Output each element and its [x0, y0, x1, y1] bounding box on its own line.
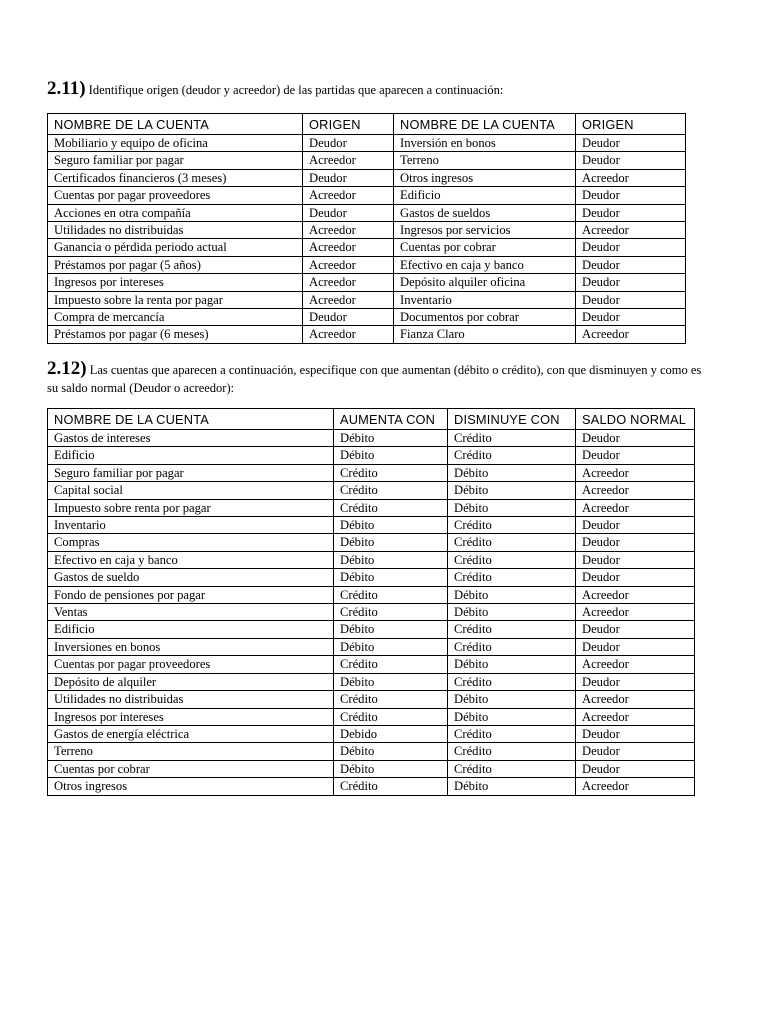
- table-cell: Compra de mercancía: [48, 309, 303, 326]
- table-cell: Acreedor: [576, 482, 695, 499]
- table-cell: Crédito: [334, 604, 448, 621]
- table-cell: Cuentas por cobrar: [48, 760, 334, 777]
- section-instruction: Identifique origen (deudor y acreedor) de las partidas que aparecen a continuación:: [88, 83, 504, 97]
- table-row: [48, 256, 686, 273]
- header-account-name: NOMBRE DE LA CUENTA: [48, 114, 303, 135]
- table-cell: Edificio: [394, 187, 576, 204]
- table-cell: Débito: [334, 673, 448, 690]
- table-cell: Débito: [448, 499, 576, 516]
- table-cell: Deudor: [576, 152, 686, 169]
- table-cell: Ingresos por servicios: [394, 222, 576, 239]
- table-cell: Débito: [448, 708, 576, 725]
- table-cell: Deudor: [576, 135, 686, 152]
- header-origin: ORIGEN: [576, 114, 686, 135]
- table-cell: Préstamos por pagar (6 meses): [48, 326, 303, 343]
- table-cell: Crédito: [448, 621, 576, 638]
- table-cell: Acreedor: [576, 708, 695, 725]
- table-cell: Acreedor: [576, 656, 695, 673]
- table-row: [48, 135, 686, 152]
- table-cell: Deudor: [576, 291, 686, 308]
- table-row: [48, 551, 695, 568]
- table-row: [48, 447, 695, 464]
- table-cell: Fianza Claro: [394, 326, 576, 343]
- table-cell: Deudor: [303, 169, 394, 186]
- table-row: [48, 743, 695, 760]
- header-increases-with: AUMENTA CON: [334, 409, 448, 430]
- table-cell: Crédito: [448, 551, 576, 568]
- table-cell: Débito: [448, 656, 576, 673]
- table-cell: Inventario: [48, 517, 334, 534]
- table-cell: Edificio: [48, 621, 334, 638]
- table-cell: Crédito: [448, 534, 576, 551]
- table-cell: Acreedor: [303, 152, 394, 169]
- table-cell: Débito: [334, 621, 448, 638]
- table-cell: Crédito: [448, 673, 576, 690]
- table-cell: Ganancia o pérdida periodo actual: [48, 239, 303, 256]
- table-cell: Deudor: [576, 447, 695, 464]
- table-cell: Deudor: [576, 760, 695, 777]
- table-cell: Inventario: [394, 291, 576, 308]
- table-row: [48, 239, 686, 256]
- header-account-name: NOMBRE DE LA CUENTA: [48, 409, 334, 430]
- table-row: [48, 430, 695, 447]
- table-cell: Crédito: [448, 760, 576, 777]
- table-cell: Débito: [448, 604, 576, 621]
- table-cell: Crédito: [334, 464, 448, 481]
- table-cell: Impuesto sobre renta por pagar: [48, 499, 334, 516]
- section-instruction: Las cuentas que aparecen a continuación, especifique con que aumentan (débito o crédito), con que disminuyen y como es su saldo normal (Deudor o acreedor):: [47, 363, 702, 395]
- table-cell: Acreedor: [576, 778, 695, 795]
- table-cell: Crédito: [334, 482, 448, 499]
- table-cell: Acreedor: [303, 256, 394, 273]
- table-cell: Crédito: [334, 499, 448, 516]
- table-row: [48, 274, 686, 291]
- table-row: [48, 169, 686, 186]
- table-row: [48, 778, 695, 795]
- table-row: [48, 638, 695, 655]
- table-cell: Débito: [448, 464, 576, 481]
- table-cell: Acreedor: [576, 326, 686, 343]
- table-cell: Deudor: [576, 743, 695, 760]
- section-2-12-heading: [47, 360, 715, 397]
- header-decreases-with: DISMINUYE CON: [448, 409, 576, 430]
- table-cell: Cuentas por pagar proveedores: [48, 187, 303, 204]
- table-cell: Gastos de sueldos: [394, 204, 576, 221]
- table-cell: Gastos de intereses: [48, 430, 334, 447]
- table-row: [48, 569, 695, 586]
- table-cell: Crédito: [334, 708, 448, 725]
- table-cell: Débito: [334, 569, 448, 586]
- table-cell: Crédito: [448, 743, 576, 760]
- table-row: [48, 673, 695, 690]
- section-2-11-heading: [47, 80, 715, 99]
- table-row: [48, 204, 686, 221]
- table-cell: Acreedor: [576, 222, 686, 239]
- table-cell: Fondo de pensiones por pagar: [48, 586, 334, 603]
- table-cell: Capital social: [48, 482, 334, 499]
- table-cell: Depósito alquiler oficina: [394, 274, 576, 291]
- table-row: [48, 326, 686, 343]
- table-cell: Utilidades no distribuidas: [48, 222, 303, 239]
- table-cell: Depósito de alquiler: [48, 673, 334, 690]
- table-cell: Débito: [334, 517, 448, 534]
- balance-table-body: [48, 430, 695, 796]
- table-cell: Edificio: [48, 447, 334, 464]
- table-cell: Crédito: [448, 447, 576, 464]
- table-row: [48, 187, 686, 204]
- table-cell: Mobiliario y equipo de oficina: [48, 135, 303, 152]
- table-cell: Crédito: [448, 569, 576, 586]
- table-cell: Crédito: [448, 430, 576, 447]
- table-cell: Débito: [448, 691, 576, 708]
- table-cell: Débito: [448, 778, 576, 795]
- header-origin: ORIGEN: [303, 114, 394, 135]
- table-cell: Acreedor: [303, 187, 394, 204]
- table-cell: Deudor: [576, 517, 695, 534]
- table-cell: Gastos de energía eléctrica: [48, 725, 334, 742]
- table-cell: Deudor: [576, 551, 695, 568]
- table-cell: Efectivo en caja y banco: [394, 256, 576, 273]
- table-cell: Débito: [334, 760, 448, 777]
- table-cell: Crédito: [448, 725, 576, 742]
- table-cell: Crédito: [334, 656, 448, 673]
- table-cell: Deudor: [576, 256, 686, 273]
- table-cell: Deudor: [303, 309, 394, 326]
- table-cell: Gastos de sueldo: [48, 569, 334, 586]
- section-number: 2.12): [47, 358, 87, 379]
- table-cell: Ingresos por intereses: [48, 274, 303, 291]
- table-cell: Acreedor: [303, 326, 394, 343]
- table-cell: Compras: [48, 534, 334, 551]
- table-row: [48, 517, 695, 534]
- table-row: [48, 708, 695, 725]
- table-row: [48, 309, 686, 326]
- table-row: [48, 534, 695, 551]
- table-cell: Acreedor: [303, 239, 394, 256]
- table-cell: Débito: [334, 430, 448, 447]
- table-cell: Deudor: [576, 621, 695, 638]
- table-cell: Crédito: [334, 586, 448, 603]
- table-row: [48, 691, 695, 708]
- table-header-row: [48, 114, 686, 135]
- table-cell: Seguro familiar por pagar: [48, 464, 334, 481]
- table-cell: Débito: [448, 586, 576, 603]
- table-cell: Crédito: [334, 778, 448, 795]
- table-cell: Débito: [334, 638, 448, 655]
- table-cell: Crédito: [448, 517, 576, 534]
- table-cell: Acciones en otra compañía: [48, 204, 303, 221]
- table-row: [48, 656, 695, 673]
- header-normal-balance: SALDO NORMAL: [576, 409, 695, 430]
- table-cell: Deudor: [576, 187, 686, 204]
- table-cell: Débito: [448, 482, 576, 499]
- table-cell: Acreedor: [576, 604, 695, 621]
- table-cell: Certificados financieros (3 meses): [48, 169, 303, 186]
- table-cell: Seguro familiar por pagar: [48, 152, 303, 169]
- table-cell: Cuentas por cobrar: [394, 239, 576, 256]
- table-cell: Acreedor: [303, 222, 394, 239]
- table-row: [48, 586, 695, 603]
- table-row: [48, 499, 695, 516]
- table-cell: Terreno: [394, 152, 576, 169]
- table-cell: Otros ingresos: [394, 169, 576, 186]
- table-cell: Crédito: [448, 638, 576, 655]
- section-number: 2.11): [47, 78, 86, 99]
- table-cell: Efectivo en caja y banco: [48, 551, 334, 568]
- table-cell: Deudor: [303, 135, 394, 152]
- table-cell: Deudor: [576, 673, 695, 690]
- table-cell: Deudor: [576, 239, 686, 256]
- origin-table: [47, 113, 686, 344]
- table-row: [48, 725, 695, 742]
- table-cell: Inversión en bonos: [394, 135, 576, 152]
- table-cell: Deudor: [576, 569, 695, 586]
- table-row: [48, 760, 695, 777]
- table-row: [48, 152, 686, 169]
- table-cell: Acreedor: [303, 274, 394, 291]
- table-cell: Deudor: [576, 430, 695, 447]
- table-cell: Debido: [334, 725, 448, 742]
- table-cell: Débito: [334, 743, 448, 760]
- table-cell: Cuentas por pagar proveedores: [48, 656, 334, 673]
- table-row: [48, 464, 695, 481]
- table-cell: Crédito: [334, 691, 448, 708]
- table-row: [48, 291, 686, 308]
- table-cell: Deudor: [576, 725, 695, 742]
- header-account-name: NOMBRE DE LA CUENTA: [394, 114, 576, 135]
- table-cell: Débito: [334, 447, 448, 464]
- table-cell: Impuesto sobre la renta por pagar: [48, 291, 303, 308]
- table-cell: Deudor: [303, 204, 394, 221]
- table-row: [48, 222, 686, 239]
- table-row: [48, 621, 695, 638]
- table-cell: Deudor: [576, 534, 695, 551]
- table-cell: Deudor: [576, 638, 695, 655]
- origin-table-body: [48, 135, 686, 344]
- table-cell: Préstamos por pagar (5 años): [48, 256, 303, 273]
- table-row: [48, 482, 695, 499]
- table-header-row: [48, 409, 695, 430]
- table-cell: Deudor: [576, 309, 686, 326]
- table-cell: Otros ingresos: [48, 778, 334, 795]
- table-cell: Documentos por cobrar: [394, 309, 576, 326]
- table-cell: Inversiones en bonos: [48, 638, 334, 655]
- table-cell: Acreedor: [576, 586, 695, 603]
- table-cell: Utilidades no distribuidas: [48, 691, 334, 708]
- table-row: [48, 604, 695, 621]
- table-cell: Débito: [334, 534, 448, 551]
- table-cell: Ingresos por intereses: [48, 708, 334, 725]
- table-cell: Acreedor: [576, 499, 695, 516]
- balance-table: [47, 408, 695, 796]
- table-cell: Deudor: [576, 204, 686, 221]
- table-cell: Acreedor: [576, 169, 686, 186]
- table-cell: Deudor: [576, 274, 686, 291]
- table-cell: Acreedor: [303, 291, 394, 308]
- table-cell: Acreedor: [576, 691, 695, 708]
- table-cell: Débito: [334, 551, 448, 568]
- table-cell: Terreno: [48, 743, 334, 760]
- table-cell: Acreedor: [576, 464, 695, 481]
- table-cell: Ventas: [48, 604, 334, 621]
